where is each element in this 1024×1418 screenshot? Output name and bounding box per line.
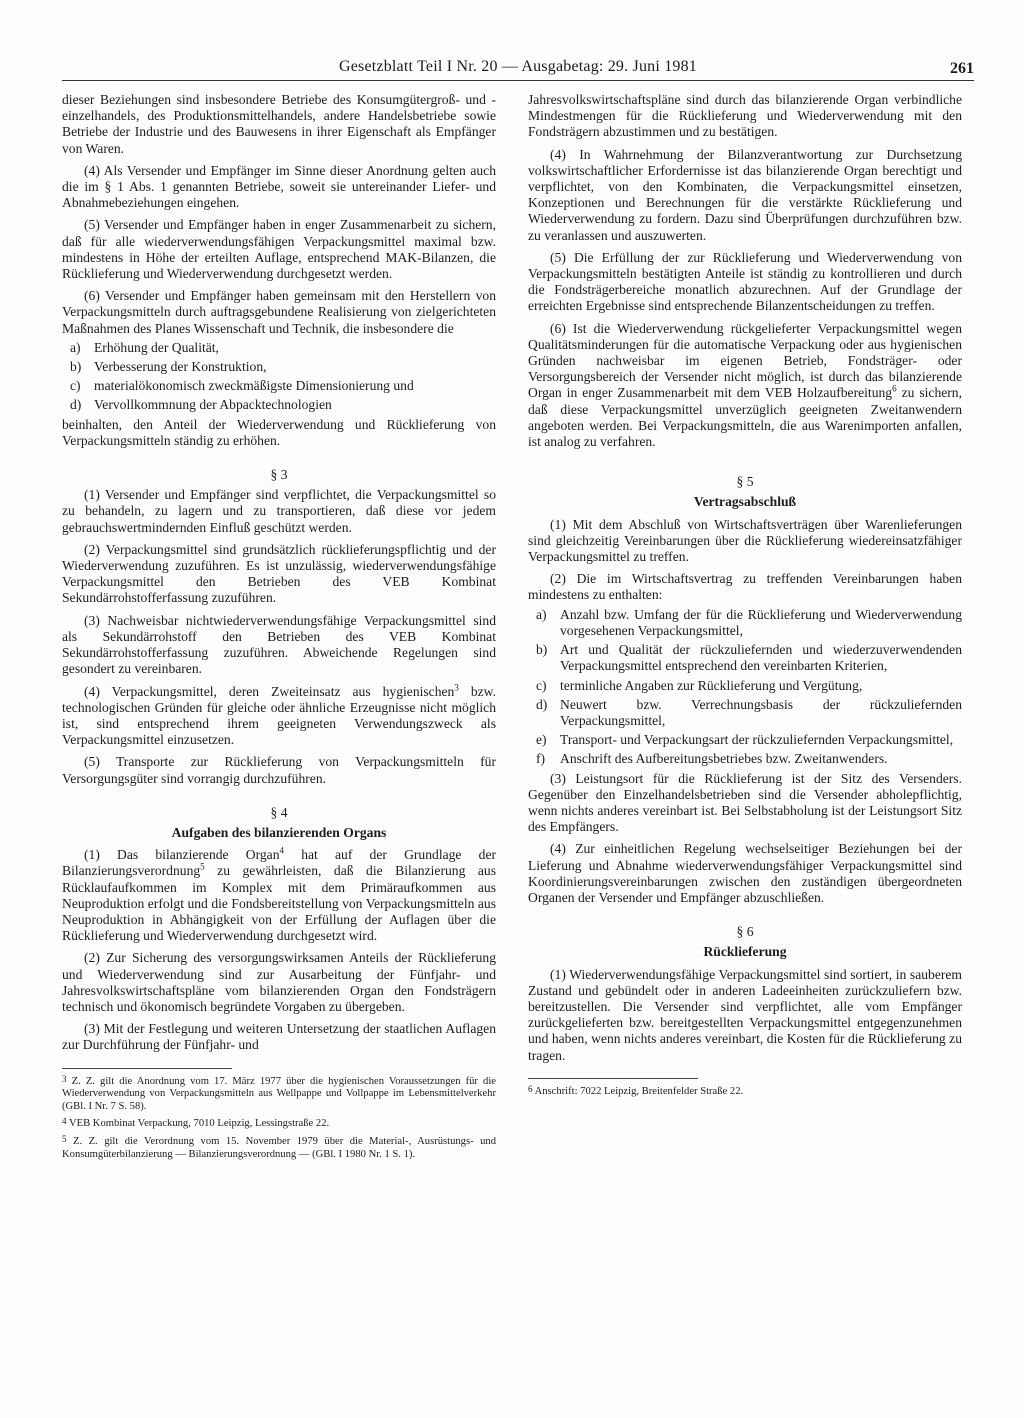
list-item: f) Anschrift des Aufbereitungsbetriebes bzw. Zweitanwenders.	[536, 751, 888, 767]
footnote-5: 5 Z. Z. gilt die Verordnung vom 15. November 1979 über die Material-, Ausrüstungs- und Konsumgüterbilanzierung — Bilanzierungsverordnung — (GBl. I 1980 Nr. 1 S. 1).	[62, 1133, 496, 1160]
paragraph-5-2: (2) Die im Wirtschaftsvertrag zu treffenden Vereinbarungen haben mindestens zu enthalten:	[528, 571, 962, 603]
footnote-divider	[62, 1068, 232, 1069]
page-header	[62, 58, 974, 81]
right-column	[528, 92, 962, 1100]
agreement-list	[528, 607, 962, 768]
section-6-heading: § 6	[736, 924, 754, 940]
gazette-title: Gesetzblatt Teil I Nr. 20 — Ausgabetag: 29. Juni 1981	[338, 58, 698, 75]
footnote-ref: 4	[279, 845, 284, 856]
paragraph-4-4: (4) In Wahrnehmung der Bilanzverantwortung zur Durchsetzung volkswirtschaftlicher Erfordernisse ist das bilanzierende Organ berechtigt und verpflichtet, von den Kombinaten, die Verpackungsmittel einsetzen, Konzeptionen und Berechnungen für die verstärkte Rücklieferung und Wiederverwendung zu fordern. Dazu sind Überprüfungen durchzuführen bzw. zu veranlassen und auszuwerten.	[528, 146, 962, 243]
paragraph-5-3: (3) Leistungsort für die Rücklieferung ist der Sitz des Versenders. Gegenüber den Einzelhandelsbetrieben sind die Versender abholepflichtig, wenn nichts anderes vereinbart ist. Bei Selbstabholung ist der Leistungsort Sitz des Empfängers.	[528, 770, 962, 835]
list-item: a) Erhöhung der Qualität,	[70, 339, 219, 355]
paragraph-4-3: (3) Mit der Festlegung und weiteren Untersetzung der staatlichen Auflagen zur Durchführung der Fünfjahr- und	[62, 1021, 496, 1053]
list-item: d) Neuwert bzw. Verrechnungsbasis der rückzuliefernden Verpackungsmittel,	[536, 696, 962, 728]
section-6-title: Rücklieferung	[703, 944, 787, 960]
list-item: b) Verbesserung der Konstruktion,	[70, 359, 267, 375]
paragraph-5-1: (1) Mit dem Abschluß von Wirtschaftsverträgen über Warenlieferungen sind gleichzeitig Vereinbarungen über die Rücklieferung wiedereinsatzfähiger Verpackungsmittel zu treffen.	[528, 516, 962, 565]
footnote-ref: 6	[892, 383, 897, 394]
footnote-6: 6 Anschrift: 7022 Leipzig, Breitenfelder Straße 22.	[528, 1083, 744, 1097]
measures-list	[62, 340, 496, 414]
list-item: e) Transport- und Verpackungsart der rückzuliefernden Verpackungsmittel,	[536, 732, 954, 748]
paragraph-4-5: (5) Die Erfüllung der zur Rücklieferung und Wiederverwendung von Verpackungsmitteln bestätigten Anteile ist ständig zu kontrollieren und durch die Fondsträgerbereiche monatlich abzurechnen. Auf der Grundlage der erreichten Ergebnisse sind entsprechende Bilanzentscheidungen zu treffen.	[528, 249, 962, 314]
section-3-heading: § 3	[270, 467, 288, 483]
paragraph-4-2: (2) Zur Sicherung des versorgungswirksamen Anteils der Rücklieferung und Wiederverwendung sind zur Ausarbeitung der Fünfjahr- und Jahresvolkswirtschaftspläne vom bilanzierenden Organ den Fondsträgern technisch und ökonomisch begründete Vorgaben zu übergeben.	[62, 950, 496, 1014]
footnote-3: 3 Z. Z. gilt die Anordnung vom 17. März 1977 über die hygienischen Voraussetzungen für die Wiederverwendung von Verpackungsmitteln aus Wellpappe und Vollpappe im Lebensmittelverkehr (GBl. I Nr. 7 S. 58).	[62, 1073, 496, 1112]
list-item: d) Vervollkommnung der Abpacktechnologien	[70, 397, 332, 413]
paragraph-continuation: dieser Beziehungen sind insbesondere Betriebe des Konsumgütergroß- und -einzelhandels, des Produktionsmittelhandels, andere Handelsbetriebe sowie Betriebe der Industrie und des Bauwesens in ihrer Eigenschaft als Empfänger von Waren.	[62, 92, 496, 156]
footnote-ref: 3	[454, 681, 459, 692]
paragraph-3-1: (1) Versender und Empfänger sind verpflichtet, die Verpackungsmittel so zu behandeln, zu lagern und zu transportieren, daß diese vor jedem gebrauchswertmindernden Einfluß geschützt werden.	[62, 487, 496, 535]
list-item: a) Anzahl bzw. Umfang der für die Rücklieferung und Wiederverwendung vorgesehenen Verpackungsmittel,	[536, 606, 962, 638]
list-item: c) materialökonomisch zweckmäßigste Dimensionierung und	[70, 378, 414, 394]
paragraph-3-2: (2) Verpackungsmittel sind grundsätzlich rücklieferungspflichtig und der Wiederverwendung zuzuführen. Es ist unzulässig, wiederverwendungsfähige Verpackungsmittel den Betrieben des VEB Kombinat Sekundärrohstofferfassung zuzuführen.	[62, 541, 496, 606]
paragraph-2-5: (5) Versender und Empfänger haben in enger Zusammenarbeit zu sichern, daß für alle wiederverwendungsfähigen Verpackungsmittel maximal bzw. mindestens in Höhe der erteilten Auflage, entsprechend MAK-Bilanzen, die Rücklieferung und Wiederverwendung durchgesetzt werden.	[62, 217, 496, 282]
list-item: c) terminliche Angaben zur Rücklieferung und Vergütung,	[536, 677, 863, 693]
paragraph-continuation: Jahresvolkswirtschaftspläne sind durch das bilanzierende Organ verbindliche Mindestmengen für die Rücklieferung und Wiederverwendung mit den Fondsträgern abzustimmen und zu bestätigen.	[528, 92, 962, 140]
section-4-heading: § 4	[270, 804, 288, 820]
paragraph-4-6: (6) Ist die Wiederverwendung rückgelieferter Verpackungsmittel wegen Qualitätsminderungen für die automatische Verpackung oder aus hygienischen Gründen nachweisbar im eigenen Betrieb, Fondsträger- oder Versorgungsbereich der Versender nicht möglich, ist durch das bilanzierende Organ in enger Zusammenarbeit mit dem VEB Holzaufbereitung$^6$ zu sichern, daß diese Verpackungsmittel unverzüglich geeigneten Zweitanwendern angeboten werden. Bei Verpackungsmitteln, die aus Warenimporten anfallen, ist analog zu verfahren.	[528, 320, 963, 450]
paragraph-5-4: (4) Zur einheitlichen Regelung wechselseitiger Beziehungen bei der Lieferung und Abnahme wiederverwendungsfähiger Verpackungsmittel sind Koordinierungsvereinbarungen zwischen den zuständigen übergeordneten Organen der Versender und Empfänger abzuschließen.	[528, 841, 962, 905]
section-5-title: Vertragsabschluß	[693, 494, 797, 510]
paragraph-6-1: (1) Wiederverwendungsfähige Verpackungsmittel sind sortiert, in sauberem Zustand und gebündelt oder in anderen Ladeeinheiten zurückzuliefern bzw. bereitzustellen. Die Versender sind verpflichtet, alle vom Empfänger zurückgelieferten bzw. bereitgestellten Verpackungsmittel entgegenzunehmen und haben, wenn nichts anderes vereinbart, die Kosten für die Rücklieferung zu tragen.	[528, 966, 962, 1063]
paragraph-2-6-end: beinhalten, den Anteil der Wiederverwendung und Rücklieferung von Verpackungsmitteln ständig zu erhöhen.	[62, 416, 496, 448]
footnote-ref: 5	[200, 861, 205, 872]
paragraph-3-5: (5) Transporte zur Rücklieferung von Verpackungsmitteln für Versorgungsgüter sind vorrangig durchzuführen.	[62, 754, 496, 786]
footnote-4: 4 VEB Kombinat Verpackung, 7010 Leipzig, Lessingstraße 22.	[62, 1116, 330, 1130]
paragraph-2-6: (6) Versender und Empfänger haben gemeinsam mit den Herstellern von Verpackungsmitteln durch auftragsgebundene Realisierung von zielgerichteten Maßnahmen des Planes Wissenschaft und Technik, die insbesondere die	[62, 288, 496, 336]
paragraph-2-4: (4) Als Versender und Empfänger im Sinne dieser Anordnung gelten auch die im § 1 Abs. 1 genannten Betriebe, soweit sie untereinander Liefer- und Abnahmebeziehungen eingehen.	[62, 162, 496, 211]
footnote-divider	[528, 1078, 698, 1079]
page-number: 261	[950, 60, 974, 77]
left-column	[62, 92, 496, 1163]
section-4-title: Aufgaben des bilanzierenden Organs	[171, 824, 387, 840]
paragraph-4-1: (1) Das bilanzierende Organ$^4$ hat auf der Grundlage der Bilanzierungsverordnung$^5$ zu gewährleisten, daß die Bilanzierung aus Rücklaufaufkommen im Komplex mit dem Primäraufkommen aus Neuproduktion erfolgt und die Fondsbereitstellung von Verpackungsmitteln aus Neuproduktion in Abhängigkeit von der Erfüllung der Auflagen über die Rücklieferung und Wiederverwendung durchgesetzt wird.	[62, 845, 497, 944]
section-5-heading: § 5	[736, 474, 754, 490]
paragraph-3-3: (3) Nachweisbar nichtwiederverwendungsfähige Verpackungsmittel sind als Sekundärrohstoff den Betrieben des VEB Kombinat Sekundärrohstofferfassung zuzuführen. Abweichende Regelungen sind gesondert zu vereinbaren.	[62, 612, 496, 677]
list-item: b) Art und Qualität der rückzuliefernden und wiederzuverwendenden Verpackungsmittel entsprechend den vereinbarten Kriterien,	[536, 642, 962, 674]
paragraph-3-4: (4) Verpackungsmittel, deren Zweiteinsatz aus hygienischen$^3$ bzw. technologischen Gründen für gleiche oder ähnliche Erzeugnisse nicht möglich ist, sind entsprechend ihrem geeigneten Verwendungszweck als Verpackungsmittel einzusetzen.	[62, 681, 497, 748]
